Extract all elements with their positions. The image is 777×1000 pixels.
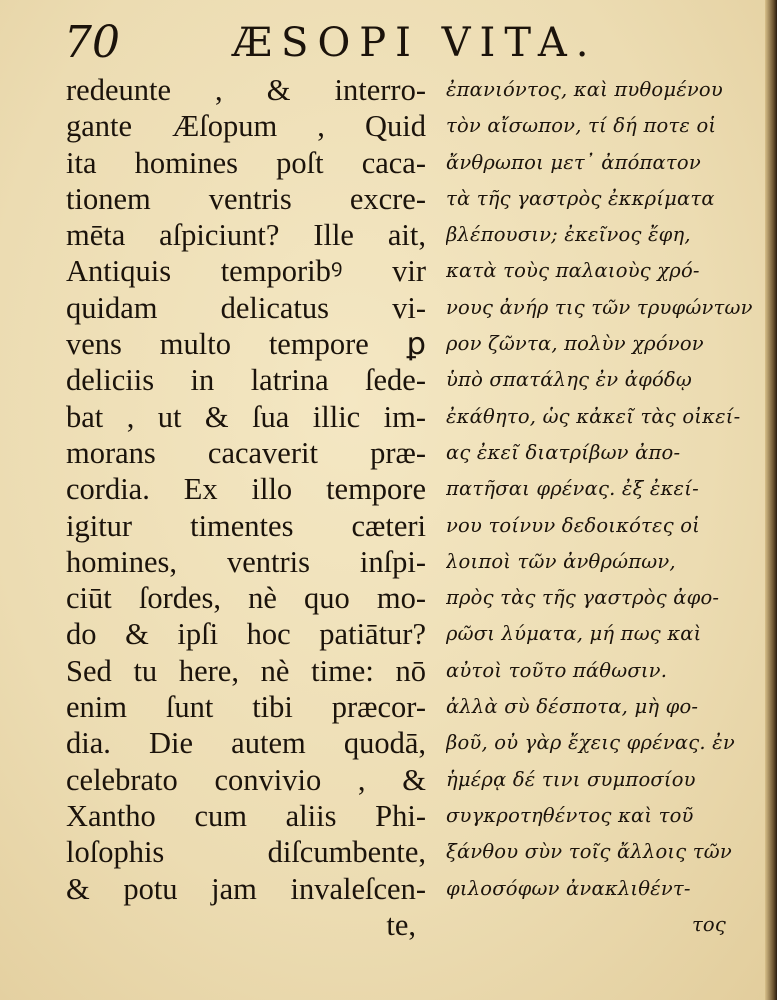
greek-line: συγκροτηθέντος καὶ τοῦ (446, 803, 694, 827)
greek-line: φιλοσόφων ἀνακλιθέντ- (446, 876, 691, 900)
running-title: ÆSOPI VITA. (232, 20, 598, 66)
greek-line: ρον ζῶντα, πολὺν χρόνον (446, 332, 704, 356)
greek-line: βλέπουσιν; ἐκεῖνος ἔφη, (446, 223, 691, 247)
page-gutter-edge (765, 0, 777, 1000)
greek-catchword: τος (691, 912, 726, 936)
latin-line: ciūt ſordes, nè quo mo- (66, 581, 426, 616)
greek-column (446, 72, 756, 943)
latin-line: homines, ventris inſpi- (66, 544, 426, 579)
greek-line: αὐτοὶ τοῦτο πάθωσιν. (446, 658, 668, 682)
greek-line: ἄνθρωποι μετ᾽ ἀπόπατον (446, 150, 701, 174)
greek-line: βοῦ, οὐ γὰρ ἔχεις φρένας. ἐν (446, 731, 735, 755)
latin-line: do & ipſi hoc patiātur? (66, 617, 426, 652)
latin-line: Antiquis temporibꝰ vir (66, 254, 426, 289)
latin-line: mēta aſpiciunt? Ille ait, (66, 218, 426, 253)
latin-line: enim ſunt tibi præcor- (66, 690, 426, 725)
greek-line: τὰ τῆς γαστρὸς ἐκκρίματα (446, 186, 715, 210)
latin-line: redeunte , & interro- (66, 73, 426, 107)
latin-line: vens multo tempore ꝑ (66, 327, 426, 362)
greek-line: πατῆσαι φρένας. ἐξ ἐκεί- (446, 477, 699, 501)
greek-line: ὑπὸ σπατάλης ἐν ἀφόδῳ (446, 368, 692, 392)
greek-line: ξάνθου σὺν τοῖς ἄλλοις τῶν (446, 840, 732, 864)
greek-line: νου τοίνυν δεδοικότες οἱ (446, 513, 700, 537)
latin-line: bat , ut & ſua illic im- (66, 399, 426, 434)
latin-line: dia. Die autem quodā, (66, 726, 426, 761)
greek-line: πρὸς τὰς τῆς γαστρὸς ἀφο- (446, 586, 720, 610)
latin-catchword: te, (386, 907, 416, 942)
latin-line: celebrato convivio , & (66, 762, 426, 797)
greek-line: τὸν αἴσωπον, τί δή ποτε οἱ (446, 114, 717, 138)
latin-line: morans cacaverit præ- (66, 435, 426, 470)
greek-line: ἡμέρᾳ δέ τινι συμποσίου (446, 767, 696, 791)
greek-line: ἐκάθητο, ὡς κἀκεῖ τὰς οἰκεί- (446, 404, 741, 428)
latin-column (66, 72, 426, 943)
latin-line: igitur timentes cæteri (66, 508, 426, 543)
greek-line: λοιποὶ τῶν ἀνθρώπων, (446, 549, 676, 573)
latin-line: & potu jam invaleſcen- (66, 871, 426, 906)
latin-line: cordia. Ex illo tempore (66, 472, 426, 507)
latin-line: loſophis diſcumbente, (66, 835, 426, 870)
latin-line: gante Æſopum , Quid (66, 109, 426, 144)
latin-line: ita homines poſt caca- (66, 145, 426, 180)
page-number: 70 (64, 17, 120, 68)
latin-line: quidam delicatus vi- (66, 290, 426, 325)
greek-line: νους ἀνήρ τις τῶν τρυφώντων (446, 295, 753, 319)
latin-line: deliciis in latrina ſede- (66, 363, 426, 398)
latin-line: tionem ventris excre- (66, 181, 426, 216)
greek-line: ας ἐκεῖ διατρίβων ἀπο- (446, 440, 681, 464)
greek-line: ρῶσι λύματα, μή πως καὶ (446, 622, 702, 646)
greek-line: ἐπανιόντος, καὶ πυθομένου (446, 78, 723, 101)
latin-line: Xantho cum aliis Phi- (66, 798, 426, 833)
greek-line: κατὰ τοὺς παλαιοὺς χρό- (446, 259, 700, 283)
greek-line: ἀλλὰ σὺ δέσποτα, μὴ φο- (446, 695, 699, 719)
latin-line: Sed tu here, nè time: nō (66, 653, 426, 688)
page-header (64, 18, 714, 68)
